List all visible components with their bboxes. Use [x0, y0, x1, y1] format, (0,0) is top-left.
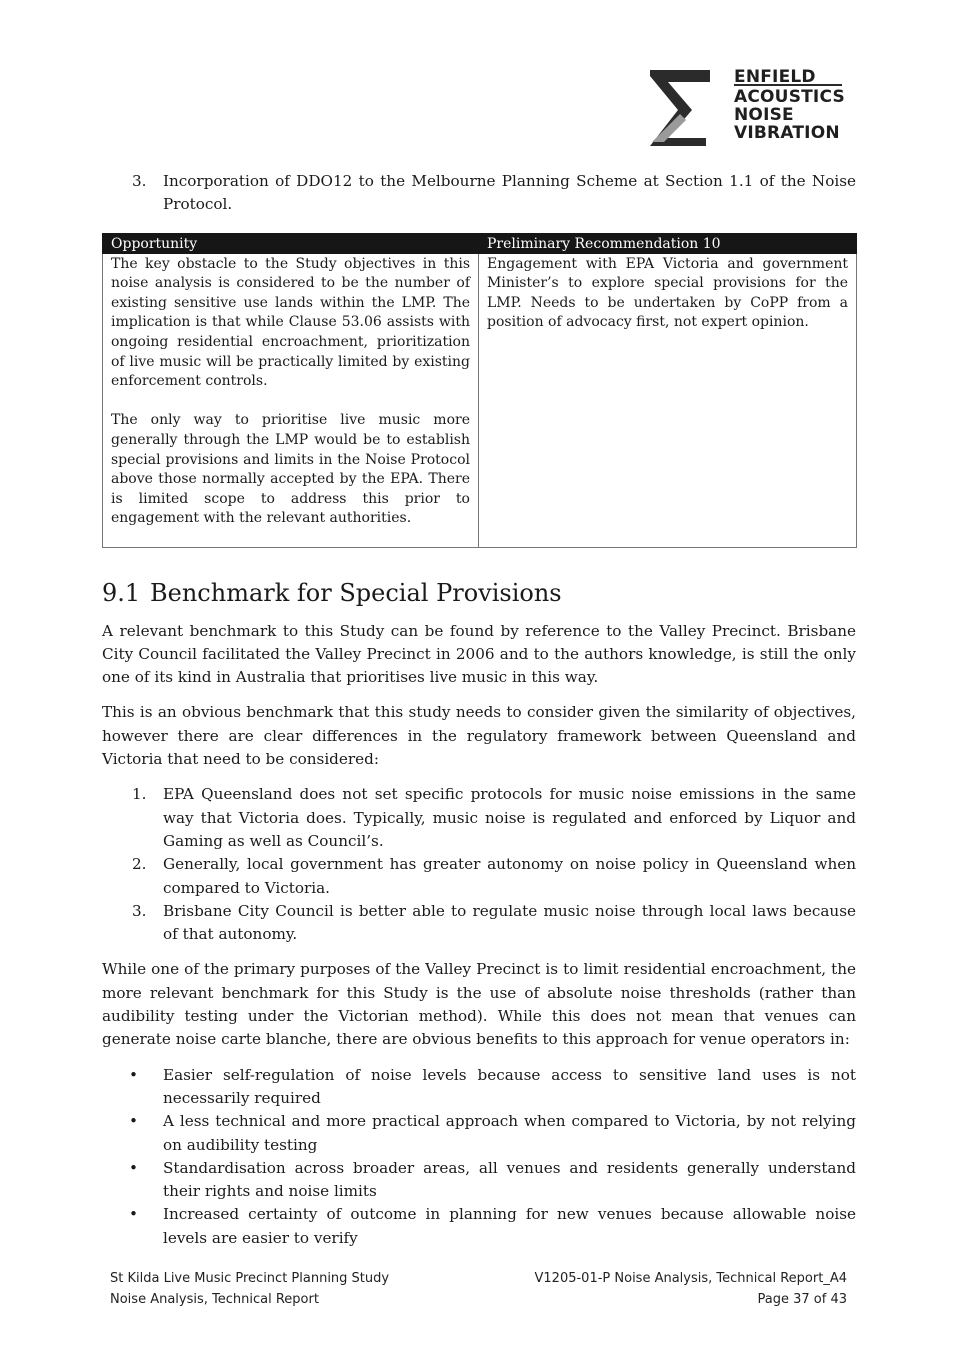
bullet-icon: • — [129, 1158, 138, 1177]
recommendation-text: Engagement with EPA Victoria and government Minister’s to explore special provisions for the LMP. Needs to be undertaken by CoPP from a position of advocacy first, not expert opinion. — [487, 255, 848, 331]
list-item — [102, 853, 856, 900]
opportunity-cell — [103, 253, 479, 547]
footer-left — [110, 1268, 389, 1310]
opportunity-paragraph: The key obstacle to the Study objectives in this noise analysis is considered to be the number of existing sensitive use lands within the LMP. The implication is that while Clause 53.06 assists with ongoing residential encroachment, prioritization of live music will be practically limited by existing enforcement controls. — [111, 255, 470, 390]
footer-right — [535, 1268, 847, 1310]
company-logo — [646, 66, 856, 148]
section-title: Benchmark for Special Provisions — [150, 578, 562, 607]
body-paragraph: This is an obvious benchmark that this study needs to consider given the similarity of objectives, however there are clear differences in the regulatory framework between Queensland and Victoria that need to be considered: — [102, 703, 856, 769]
list-item — [102, 783, 856, 853]
bullet-icon: • — [129, 1065, 138, 1084]
list-number: 2. — [132, 855, 147, 874]
opportunity-table — [102, 233, 857, 548]
table-header-recommendation: Preliminary Recommendation 10 — [479, 233, 857, 253]
sigma-logo-icon — [646, 68, 726, 148]
footer-study-title: St Kilda Live Music Precinct Planning Study — [110, 1271, 390, 1286]
section-number: 9.1 — [102, 578, 141, 607]
opportunity-paragraph: The only way to prioritise live music more generally through the LMP would be to establish special provisions and limits in the Noise Protocol above those normally accepted by the EPA. There is limited scope to address this prior to engagement with the relevant authorities. — [111, 412, 470, 527]
list-item — [102, 170, 856, 217]
page-content — [102, 170, 856, 1250]
logo-wordmark: ENFIELD ACOUSTICS NOISE VIBRATION — [734, 67, 845, 143]
footer-report-title: Noise Analysis, Technical Report — [110, 1292, 319, 1307]
bullet-icon: • — [129, 1205, 138, 1224]
list-number: 3. — [132, 901, 147, 920]
list-number: 3. — [132, 172, 147, 190]
list-item — [102, 1157, 856, 1204]
section-heading — [102, 578, 856, 608]
list-text: EPA Queensland does not set specific protocols for music noise emissions in the same way that Victoria does. Typically, music noise is regulated and enforced by Liquor and Gaming as well as Council’s. — [163, 785, 856, 850]
list-text: A less technical and more practical approach when compared to Victoria, by not relying on audibility testing — [163, 1112, 856, 1154]
list-text: Incorporation of DDO12 to the Melbourne Planning Scheme at Section 1.1 of the Noise Protocol. — [163, 172, 856, 214]
bullet-list — [102, 1064, 856, 1250]
body-paragraph: A relevant benchmark to this Study can be found by reference to the Valley Precinct. Brisbane City Council facilitated the Valley Precinct in 2006 and to the authors knowledge, is still the only one of its kind in Australia that prioritises live music in this way. — [102, 621, 856, 687]
body-paragraph: While one of the primary purposes of the Valley Precinct is to limit residential encroachment, the more relevant benchmark for this Study is the use of absolute noise thresholds (rather than audibility testing under the Victorian method). While this does not mean that venues can generate noise carte blanche, there are obvious benefits to this approach for venue operators in: — [102, 960, 856, 1049]
table-header-opportunity: Opportunity — [103, 233, 479, 253]
list-item — [102, 1203, 856, 1250]
footer-page-number: Page 37 of 43 — [757, 1292, 847, 1307]
bullet-icon: • — [129, 1112, 138, 1131]
list-text: Standardisation across broader areas, all venues and residents generally understand their rights and noise limits — [163, 1158, 856, 1201]
list-text: Generally, local government has greater autonomy on noise policy in Queensland when compared to Victoria. — [163, 855, 856, 897]
intro-list — [102, 170, 856, 217]
list-item — [102, 900, 856, 947]
list-item — [102, 1110, 856, 1157]
list-text: Easier self-regulation of noise levels because access to sensitive land uses is not necessarily required — [163, 1065, 856, 1107]
footer-document-code: V1205-01-P Noise Analysis, Technical Report_A4 — [534, 1271, 847, 1286]
list-text: Increased certainty of outcome in planning for new venues because allowable noise levels are easier to verify — [163, 1205, 856, 1247]
list-item — [102, 1064, 856, 1111]
list-number: 1. — [132, 785, 147, 804]
numbered-list — [102, 783, 856, 946]
recommendation-cell — [479, 253, 857, 547]
list-text: Brisbane City Council is better able to regulate music noise through local laws because of that autonomy. — [163, 901, 856, 944]
